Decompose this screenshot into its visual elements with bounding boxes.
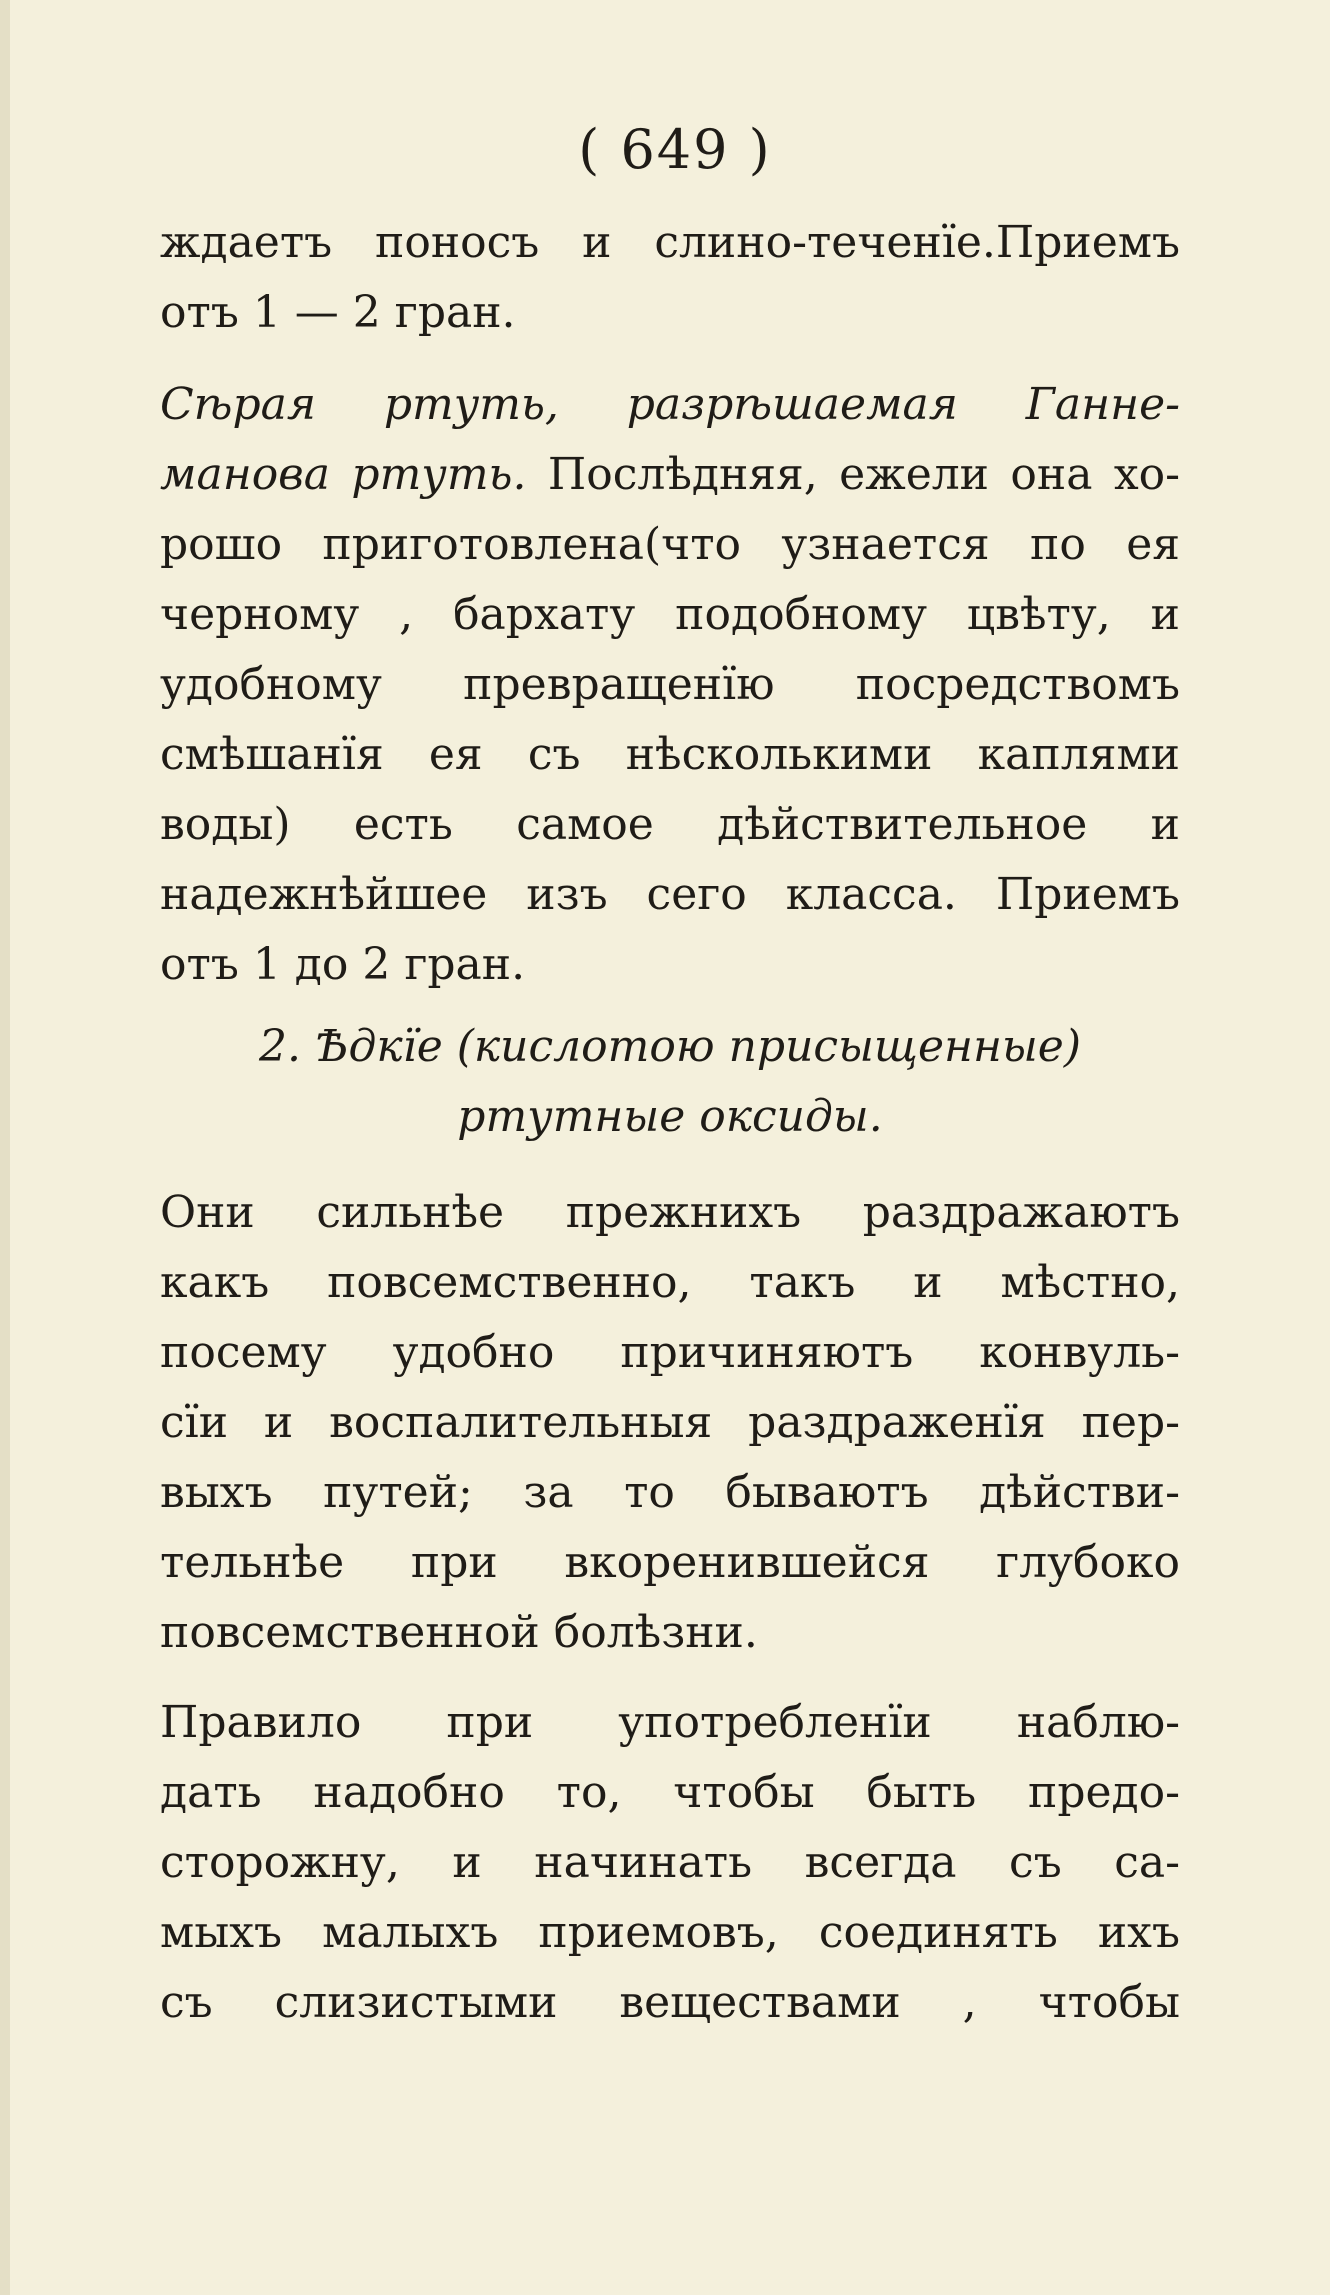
text-line: выхъ путей; за то бываютъ дѣйстви-: [160, 1467, 1180, 1518]
text-line: дать надобно то, чтобы быть предо-: [160, 1767, 1180, 1818]
text-line: сїи и воспалительныя раздраженїя пер-: [160, 1397, 1180, 1448]
text-line: черному , бархату подобному цвѣту, и: [160, 589, 1180, 640]
text-line: смѣшанїя ея съ нѣсколькими каплями: [160, 729, 1180, 780]
text-line: сторожну, и начинать всегда съ са-: [160, 1837, 1180, 1888]
paragraph-2: [160, 370, 1180, 1000]
text-line: отъ 1 — 2 гран.: [160, 287, 516, 338]
text-run: Послѣдняя, ежели она хо-: [526, 449, 1181, 500]
text-line: надежнѣйшее изъ сего класса. Приемъ: [160, 869, 1180, 920]
paragraph-4: [160, 1688, 1180, 2038]
text-line: отъ 1 до 2 гран.: [160, 939, 526, 990]
heading-line: ртутные оксиды.: [457, 1091, 883, 1142]
text-line: удобному превращенїю посредствомъ: [160, 659, 1180, 710]
text-line: воды) есть самое дѣйствительное и: [160, 799, 1180, 850]
text-line: Правило при употребленїи наблю-: [160, 1697, 1180, 1748]
text-line: [160, 440, 1180, 510]
text-line: посему удобно причиняютъ конвуль-: [160, 1327, 1180, 1378]
heading-line: 2. Ѣдкїе (кислотою присыщенные): [258, 1021, 1081, 1072]
text-line: тельнѣе при вкоренившейся глубоко: [160, 1537, 1180, 1588]
italic-term: манова ртуть.: [160, 449, 527, 500]
paragraph-1: [160, 208, 1180, 348]
text-line: повсемственной болѣзни.: [160, 1607, 758, 1658]
paragraph-3: [160, 1178, 1180, 1668]
text-line: ждаетъ поносъ и слино-теченїе.Приемъ: [160, 217, 1180, 268]
section-heading: [160, 1012, 1180, 1152]
text-line: Они сильнѣе прежнихъ раздражаютъ: [160, 1187, 1180, 1238]
italic-heading-line: Сѣрая ртуть, разрѣшаемая Ганне-: [160, 379, 1180, 430]
text-line: съ слизистыми веществами , чтобы: [160, 1977, 1180, 2028]
text-line: мыхъ малыхъ приемовъ, соединять ихъ: [160, 1907, 1180, 1958]
page-number: ( 649 ): [578, 118, 772, 181]
text-line: рошо приготовлена(что узнается по ея: [160, 519, 1180, 570]
text-line: какъ повсемственно, такъ и мѣстно,: [160, 1257, 1180, 1308]
